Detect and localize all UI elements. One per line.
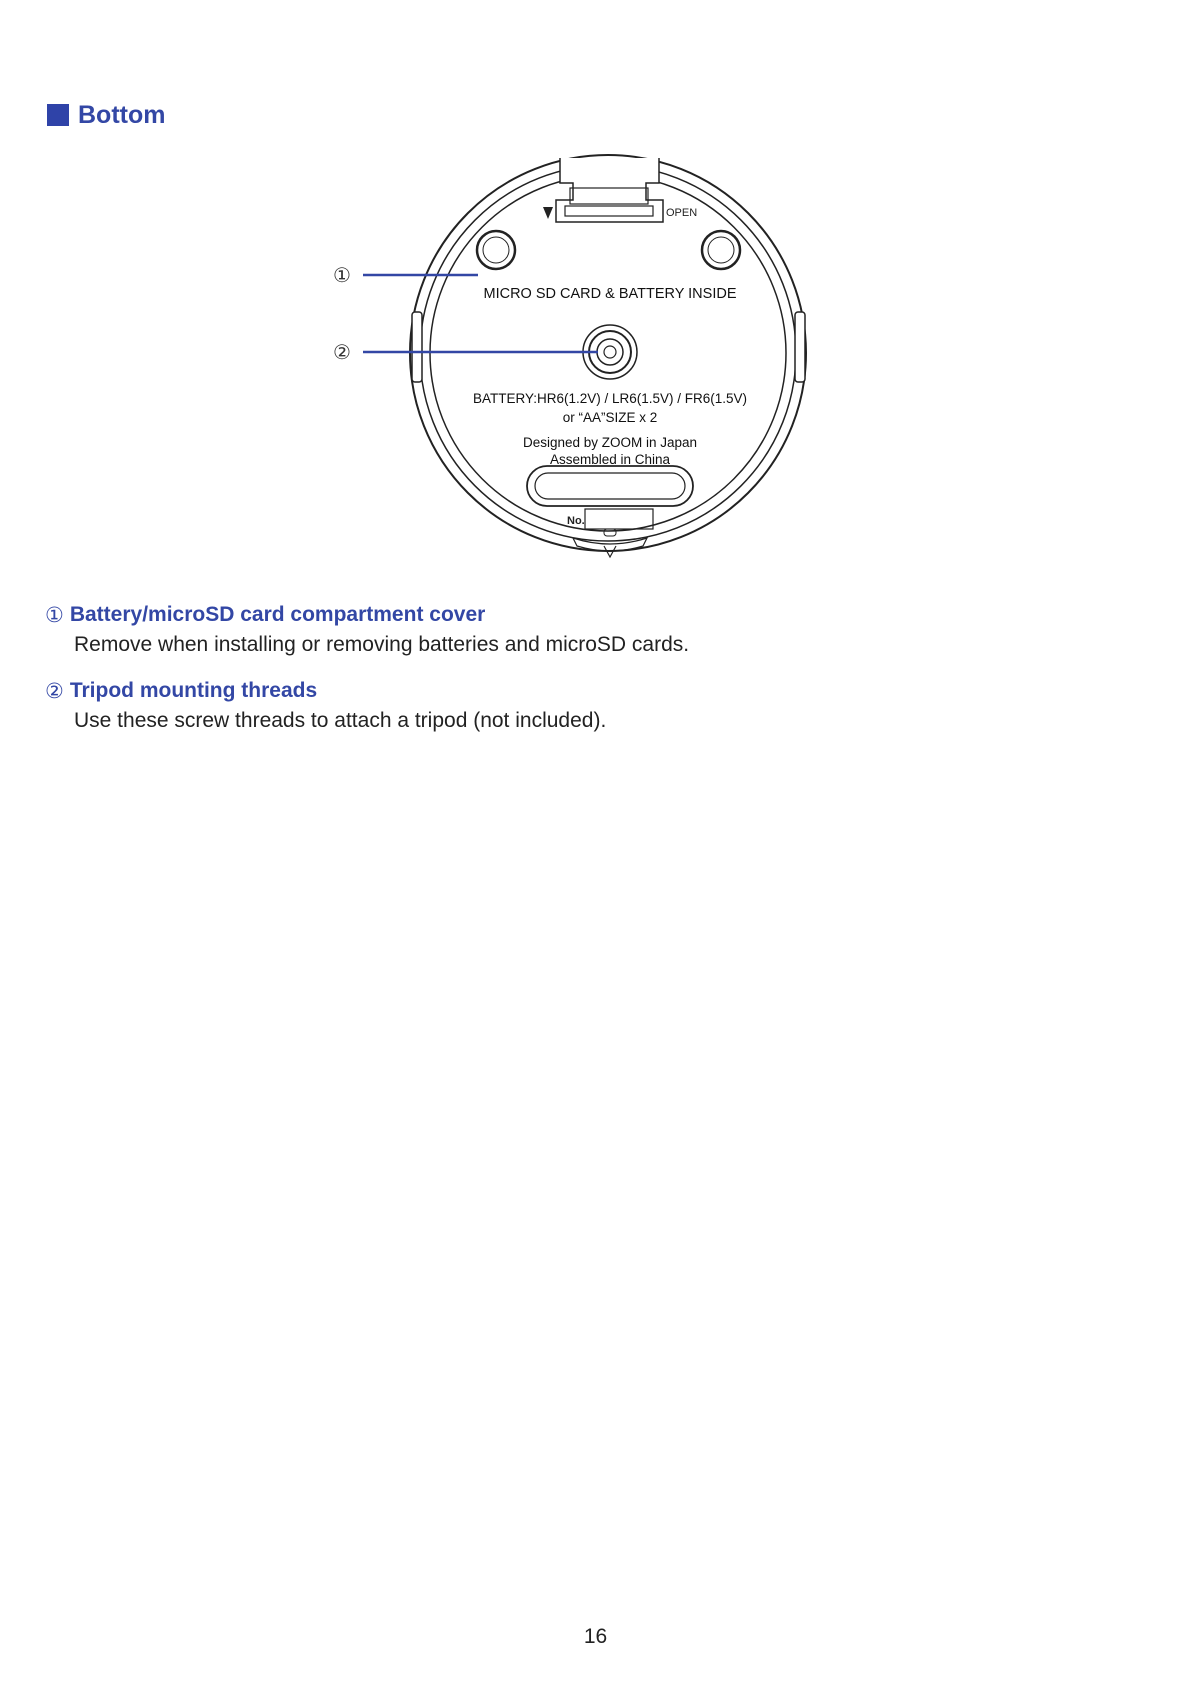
- battery-spec-line2: or “AA”SIZE x 2: [562, 410, 658, 425]
- tripod-thread-core: [604, 346, 616, 358]
- description-item-2: [45, 677, 606, 735]
- designed-label: Designed by ZOOM in Japan: [522, 435, 698, 450]
- description-heading-1: Battery/microSD card compartment cover: [69, 603, 486, 626]
- description-number-1: ①: [45, 603, 64, 627]
- description-title-2: [45, 677, 606, 705]
- description-heading-2: Tripod mounting threads: [69, 679, 318, 702]
- description-item-1: [45, 601, 689, 659]
- serial-no-label: No.: [567, 515, 585, 527]
- page-number: 16: [583, 1625, 608, 1648]
- callout-1: ①: [333, 263, 351, 287]
- cover-inside-label: MICRO SD CARD & BATTERY INSIDE: [483, 286, 737, 302]
- description-body-2: Use these screw threads to attach a tripod (not included).: [74, 709, 607, 732]
- assembled-label: Assembled in China: [549, 452, 671, 467]
- bottom-grip-outer: [527, 466, 693, 506]
- serial-no-box: [585, 509, 653, 529]
- left-side-tab: [412, 312, 422, 382]
- section-title: Bottom: [78, 100, 166, 129]
- open-arrow-icon: [543, 207, 553, 219]
- device-bottom-figure: [0, 0, 1191, 600]
- bottom-grip-inner: [535, 473, 685, 499]
- description-number-2: ②: [45, 679, 64, 703]
- left-foot-inner: [483, 237, 509, 263]
- tripod-thread-inner: [597, 339, 623, 365]
- callout-2: ②: [333, 340, 351, 364]
- battery-spec-line1: BATTERY:HR6(1.2V) / LR6(1.5V) / FR6(1.5V): [472, 391, 748, 406]
- top-latch: [556, 158, 663, 222]
- bottom-notch-pin: [604, 529, 616, 536]
- right-side-tab: [795, 312, 805, 382]
- open-label: OPEN: [666, 207, 698, 219]
- description-title-1: [45, 601, 689, 629]
- description-body-1: Remove when installing or removing batteries and microSD cards.: [74, 633, 690, 656]
- right-foot-inner: [708, 237, 734, 263]
